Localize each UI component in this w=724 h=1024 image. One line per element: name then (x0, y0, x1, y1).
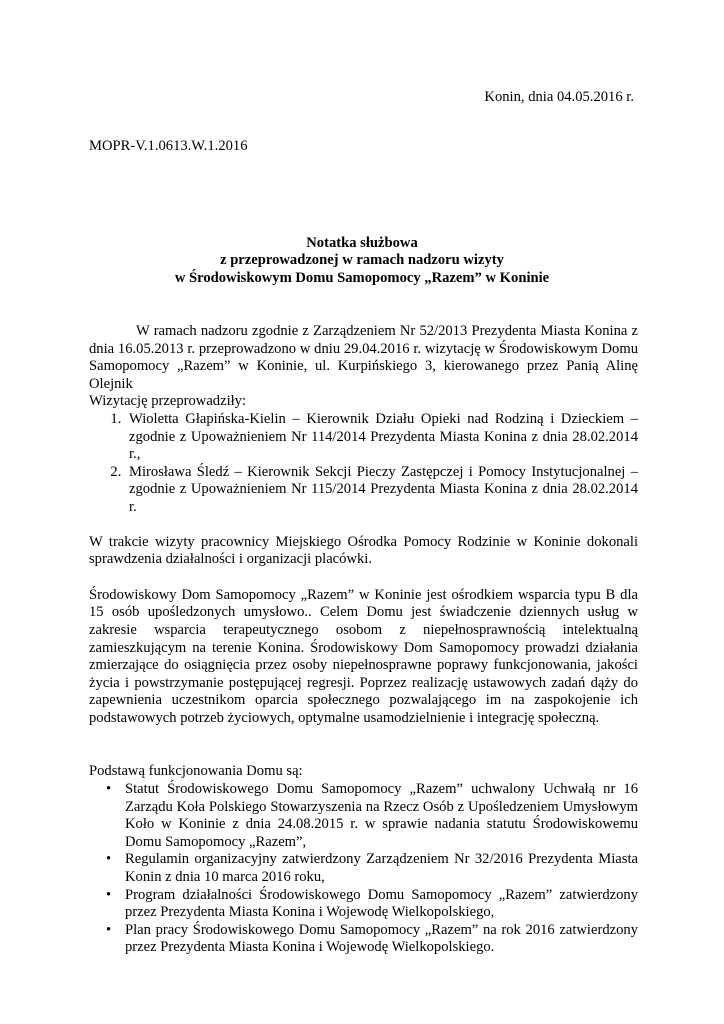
bullet-icon: • (106, 921, 112, 938)
intro-paragraph: W ramach nadzoru zgodnie z Zarządzeniem Nr 52/2013 Prezydenta Miasta Konina z dnia 16.05.2013 r. przeprowadzono w dniu 29.04.2016 r. wizytację w Środowiskowym Domu Samopomocy „Razem” w Koninie, ul. Kurpińskiego 3, kierowanego przez Panią Alinę Olejnik (89, 323, 638, 392)
list-item (106, 781, 638, 851)
title-line-1: Notatka służbowa (306, 235, 418, 251)
title-line-2: z przeprowadzonej w ramach nadzoru wizyty (220, 252, 504, 269)
title-line-3: w Środowiskowym Domu Samopomocy „Razem” w Koninie (174, 269, 550, 286)
conducted-by-label: Wizytację przeprowadziły: (89, 393, 247, 410)
bullet-icon: • (106, 781, 112, 798)
document-title (0, 235, 724, 287)
place-and-date: Konin, dnia 04.05.2016 r. (484, 89, 634, 105)
basis-item-text: Statut Środowiskowego Domu Samopomocy „Razem” uchwalony Uchwałą nr 16 Zarządu Koła Polskiego Stowarzyszenia na Rzecz Osób z Upośledzeniem Umysłowym Koło w Koninie z dnia 24.08.2015 r. w sprawie nadania statutu Środowiskowemu Domu Samopomocy „Razem”, (125, 781, 638, 850)
document-body (89, 323, 638, 957)
list-item (106, 851, 638, 886)
basis-item-text: Plan pracy Środowiskowego Domu Samopomocy „Razem” na rok 2016 zatwierdzony przez Prezydenta Miasta Konina i Wojewodę Wielkopolskiego. (125, 921, 638, 956)
list-item (106, 886, 638, 922)
basis-list (89, 781, 638, 957)
reference-number: MOPR-V.1.0613.W.1.2016 (89, 138, 248, 154)
description-paragraph: Środowiskowy Dom Samopomocy „Razem” w Koninie jest ośrodkiem wsparcia typu B dla 15 osób upośledzonych umysłowo.. Celem Domu jest świadczenie dziennych usług w zakresie wsparcia terapeutycznego osobom z niepełnosprawnością intelektualną zamieszkującym na terenie Konina. Środowiskowy Dom Samopomocy prowadzi działania zmierzające do osiągnięcia przez osoby niepełnosprawne poprawy funkcjonowania, jakości życia i powstrzymanie postępującej regresji. Poprzez realizację ustawowych zadań dąży do zapewnienia uczestnikom oparcia społecznego pozwalającego im na zaspokojenie ich podstawowych potrzeb życiowych, optymalne usamodzielnienie i integrację społeczną. (89, 586, 638, 726)
visit-paragraph: W trakcie wizyty pracownicy Miejskiego Ośrodka Pomocy Rodzinie w Koninie dokonali sprawdzenia działalności i organizacji placówki. (89, 533, 638, 568)
basis-item-text: Program działalności Środowiskowego Domu Samopomocy „Razem” zatwierdzony przez Prezydenta Miasta Konina i Wojewodę Wielkopolskiego, (125, 886, 638, 921)
basis-item-text: Regulamin organizacyjny zatwierdzony Zarządzeniem Nr 32/2016 Prezydenta Miasta Konin z dnia 10 marca 2016 roku, (125, 851, 638, 886)
bullet-icon: • (106, 851, 112, 868)
list-item: 2. Mirosława Śledź – Kierownik Sekcji Pieczy Zastępczej i Pomocy Instytucjonalnej – zgodnie z Upoważnieniem Nr 115/2014 Prezydenta Miasta Konina z dnia 28.02.2014 r. (125, 464, 638, 517)
list-item: 1. Wioletta Głapińska-Kielin – Kierownik Działu Opieki nad Rodziną i Dzieckiem – zgodnie z Upoważnieniem Nr 114/2014 Prezydenta Miasta Konina z dnia 28.02.2014 r., (125, 411, 638, 464)
bullet-icon: • (106, 886, 112, 903)
inspectors-list (89, 411, 638, 517)
basis-label: Podstawą funkcjonowania Domu są: (89, 763, 303, 780)
list-item (106, 921, 638, 957)
